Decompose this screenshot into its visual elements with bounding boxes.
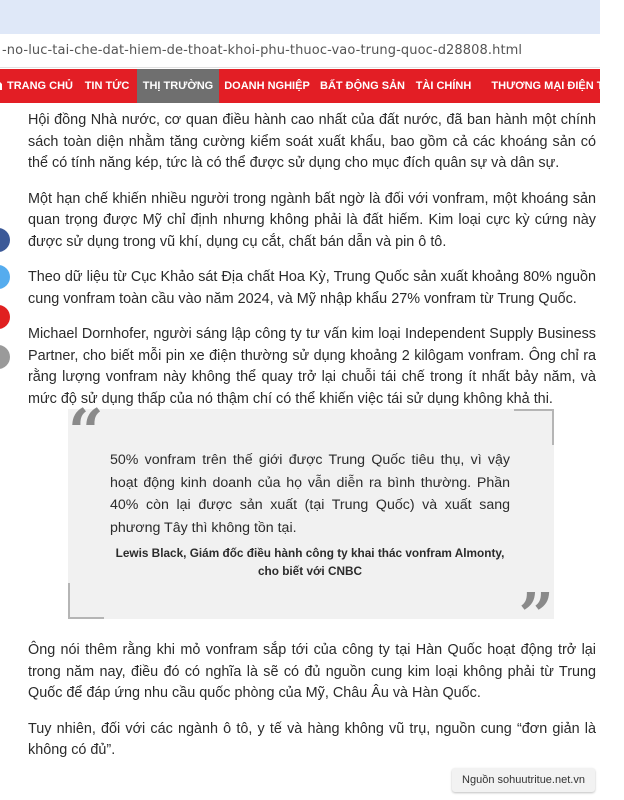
source-badge[interactable]: Nguồn sohuutritue.net.vn xyxy=(452,768,595,792)
nav-item-thuong-mai-dien-tu[interactable]: THƯƠNG MẠI ĐIỆN TỬ xyxy=(491,80,613,92)
article-paragraph: Một hạn chế khiến nhiều người trong ngành bất ngờ là đối với vonfram, một khoáng sản quan trọng được Mỹ chỉ định nhưng không phải là đất hiếm. Kim loại cực kỳ cứng này được sử dụng trong vũ khí, dụng cụ cắt, chất bán dẫn và pin ô tô. xyxy=(28,190,596,250)
nav-item-tai-chinh[interactable]: TÀI CHÍNH xyxy=(415,80,472,92)
nav-item-tin-tuc[interactable]: TIN TỨC xyxy=(84,80,130,92)
close-quote-icon: ” xyxy=(518,579,554,652)
address-bar[interactable] xyxy=(0,34,600,68)
facebook-icon[interactable] xyxy=(0,228,10,252)
url-text[interactable]: -no-luc-tai-che-dat-hiem-de-thoat-khoi-phu-thuoc-vao-trung-quoc-d28808.html xyxy=(2,43,523,58)
quote-border-top-right xyxy=(514,409,554,445)
twitter-icon[interactable] xyxy=(0,265,10,289)
open-quote-icon: “ xyxy=(68,395,104,468)
share-icon[interactable] xyxy=(0,345,10,369)
article-paragraph: Tuy nhiên, đối với các ngành ô tô, y tế và hàng không vũ trụ, nguồn cung “đơn giản là không có đủ”. xyxy=(28,720,596,758)
nav-item-trang-chu[interactable]: TRANG CHỦ xyxy=(0,69,72,103)
nav-item-bat-dong-san[interactable]: BẤT ĐỘNG SẢN xyxy=(320,80,405,92)
pinterest-icon[interactable] xyxy=(0,305,10,329)
quote-author: Lewis Black, Giám đốc điều hành công ty khai thác vonfram Almonty, cho biết với CNBC xyxy=(115,546,505,578)
nav-item-thi-truong[interactable]: THỊ TRƯỜNG xyxy=(137,69,219,103)
article-paragraph: Michael Dornhofer, người sáng lập công ty tư vấn kim loại Independent Supply Business Partner, cho biết mỗi pin xe điện thường sử dụng khoảng 2 kilôgam vonfram. Ông chỉ ra rằng lượng vonfram này không thể quay trở lại chuỗi tái chế trong ít nhất bảy năm, và mức độ sử dụng thấp của nó thậm chí có thể khiến việc tái sử dụng không khả thi. xyxy=(28,326,596,407)
pull-quote xyxy=(68,395,554,652)
nav-item-doanh-nghiep[interactable]: DOANH NGHIỆP xyxy=(224,80,310,92)
quote-border-bottom-left xyxy=(68,583,104,619)
article-body-continued xyxy=(28,640,596,776)
quote-text: 50% vonfram trên thế giới được Trung Quốc tiêu thụ, vì vậy hoạt động kinh doanh của họ vẫn diễn ra bình thường. Phần 40% còn lại được sản xuất (tại Trung Quốc) và xuất sang phương Tây thì không tồn tại. xyxy=(110,452,510,536)
article-paragraph: Hội đồng Nhà nước, cơ quan điều hành cao nhất của đất nước, đã ban hành một chính sách toàn diện nhằm tăng cường kiểm soát xuất khẩu, bao gồm cả các khoáng sản có thể có tính năng kép, tức là có thể được sử dụng cho mục đích quân sự và dân sự. xyxy=(28,112,596,171)
home-icon xyxy=(0,80,2,90)
article-body xyxy=(28,110,596,424)
article-paragraph: Theo dữ liệu từ Cục Khảo sát Địa chất Hoa Kỳ, Trung Quốc sản xuất khoảng 80% nguồn cung vonfram toàn cầu vào năm 2024, và Mỹ nhập khẩu 27% vonfram từ Trung Quốc. xyxy=(28,269,596,307)
article-paragraph: Ông nói thêm rằng khi mỏ vonfram sắp tới của công ty tại Hàn Quốc hoạt động trở lại trong năm nay, điều đó có nghĩa là sẽ có đủ nguồn cung kim loại không phải từ Trung Quốc để đáp ứng nhu cầu quốc phòng của Mỹ, Châu Âu và Hàn Quốc. xyxy=(28,642,596,701)
main-navigation xyxy=(0,69,613,103)
browser-top-bar xyxy=(0,0,600,34)
